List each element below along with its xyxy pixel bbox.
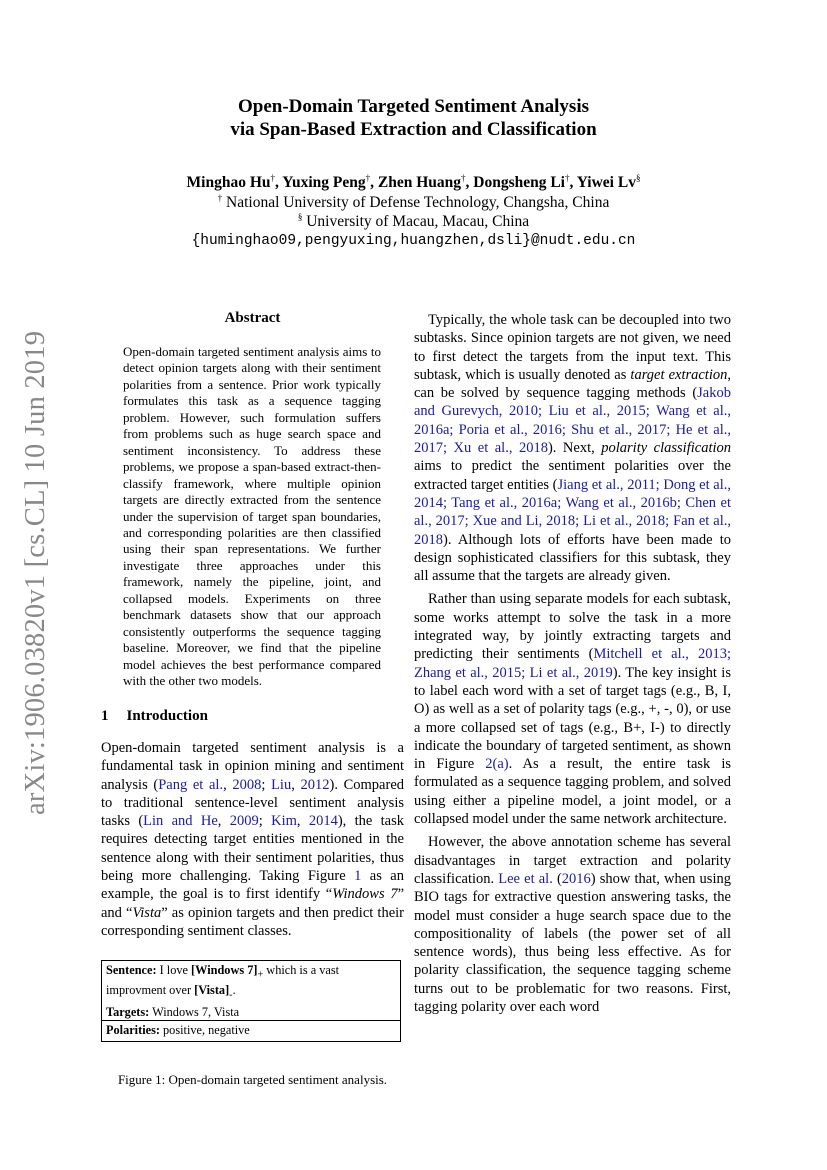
affiliation <box>0 193 827 212</box>
author-name: Dongsheng Li <box>473 174 565 192</box>
text: Open-domain targeted sentiment analysis is a fundamental task in opinion mining and sentiment analysis ( <box>101 740 404 793</box>
right-column-body <box>414 311 731 1016</box>
citation-link[interactable]: Pang et al. <box>158 776 224 793</box>
author-affiliation-mark: † <box>565 173 570 183</box>
target: [Windows 7] <box>191 963 258 977</box>
citation-link[interactable]: Jakob and Gurevych, 2010; Liu et al., 2015; Wang et al., 2016a; Poria et al., 2016; Shu et al., 2017; He et al., 2017; Xu et al., 2018 <box>414 385 731 457</box>
paragraph <box>414 833 731 1016</box>
citation-link[interactable]: 2008 <box>232 776 262 793</box>
citation-link[interactable]: 2016 <box>561 870 591 887</box>
citation-link[interactable]: 2014 <box>308 813 338 830</box>
label: Polarities: <box>106 1023 160 1038</box>
title-line: Open-Domain Targeted Sentiment Analysis <box>237 96 589 117</box>
emphasis-text: target extraction <box>630 366 728 383</box>
affiliation-text: National University of Defense Technology, Changsha, China <box>226 194 610 212</box>
left-column-body <box>101 739 404 940</box>
paragraph <box>414 311 731 585</box>
citation-link[interactable]: Liu <box>271 776 292 793</box>
citation-link[interactable]: 2012 <box>300 776 330 793</box>
paragraph <box>101 739 404 940</box>
citation-link[interactable]: Jiang et al., 2011; Dong et al., 2014; Tang et al., 2016a; Wang et al., 2016b; Chen et al., 2017; Xue and Li, 2018; Li et al., 2018; Fan et al., 2018 <box>414 476 731 548</box>
text: aims to predict the sentiment polarities over the extracted target entities ( <box>414 458 731 493</box>
text: ( <box>552 870 562 887</box>
emphasis-text: Vista <box>132 904 162 921</box>
text: , <box>223 776 233 793</box>
author-name: Yiwei Lv <box>576 174 636 192</box>
text: Rather than using separate models for each subtask, some works attempt to solve the task in a more integrated way, by jointly extracting targets and predicting their sentiments ( <box>414 591 731 663</box>
citation-link[interactable]: Kim <box>271 813 297 830</box>
emphasis-text: Windows 7 <box>332 886 398 903</box>
figure-1-box <box>101 960 401 1042</box>
text: ). The key insight is to label each word with a set of target tags (e.g., B, I, O) as well as a set of polarity tags (e.g., +, -, 0), or use a more collapsed set of tags (e.g., B+, I-) to directly indicate the boundary of targeted sentiment, as shown in Figure <box>414 664 731 773</box>
text: . As a result, the entire task is formulated as a sequence tagging problem, and solved using either a pipeline model, a joint model, or a collapsed model under the same network architecture. <box>414 756 731 828</box>
label: Sentence: <box>106 963 157 977</box>
figure-targets <box>102 1003 400 1021</box>
text: . <box>232 982 236 997</box>
author-affiliation-mark: † <box>461 173 466 183</box>
text: ; <box>261 776 272 793</box>
arxiv-stamp: arXiv:1906.03820v1 [cs.CL] 10 Jun 2019 <box>20 330 51 815</box>
polarity-mark: + <box>257 969 264 981</box>
text: I love <box>156 963 192 977</box>
abstract-text: Open-domain targeted sentiment analysis aims to detect opinion targets along with their sentiment polarities from a sentence. Prior work typically formulates this task as a sequence tagging problem. However, such formulation suffers from problems such as huge search space and sentiment inconsistency. To address these problems, we propose a span-based extract-then-classify framework, where multiple opinion targets are directly extracted from the sentence under the supervision of target span boundaries, and corresponding polarities are then classified using their span representations. We further investigate three approaches under this framework, namely the pipeline, joint, and collapsed models. Experiments on three benchmark datasets show that our approach consistently outperforms the sequence tagging baseline. Moreover, we find that the pipeline model achieves the best performance compared with the other two models. <box>123 344 381 689</box>
affiliation-mark: § <box>297 212 303 222</box>
emphasis-text: polarity classification <box>601 440 731 457</box>
text: Typically, the whole task can be decoupled into two subtasks. Since opinion targets are not given, we need to first detect the targets from the input text. This subtask, which is usually denoted as <box>414 312 731 383</box>
affiliation-mark: † <box>217 193 223 203</box>
text: ” as opinion targets and then predict their corresponding sentiment classes. <box>101 904 404 939</box>
citation-link[interactable]: Lin and He <box>143 813 218 830</box>
citation-link[interactable]: Lee et al. <box>498 870 553 887</box>
paragraph <box>414 590 731 828</box>
text: , can be solved by sequence tagging methods ( <box>414 366 731 402</box>
author-list: Minghao Hu†, Yuxing Peng†, Zhen Huang†, Dongsheng Li†, Yiwei Lv§ <box>186 173 641 192</box>
text: , <box>296 813 309 830</box>
author-emails: {huminghao09,pengyuxing,huangzhen,dsli}@nudt.edu.cn <box>191 233 636 249</box>
text: ” and “ <box>101 886 405 921</box>
section-title: Introduction <box>126 708 208 724</box>
citation-link[interactable]: 2(a) <box>485 756 509 773</box>
text: ) show that, when using BIO tags for extractive question answering tasks, the model must consider a huge search space due to the compositionality of labels (the power set of all sentence words), thus being less effective. As for polarity classification, the sequence tagging scheme turns out to be problematic for two reasons. First, tagging polarity over each word <box>414 870 731 1015</box>
text: ; <box>258 813 272 830</box>
author-affiliation-mark: § <box>635 173 641 183</box>
affiliation <box>0 212 827 231</box>
section-number: 1 <box>101 708 109 724</box>
text: , <box>291 776 301 793</box>
abstract-heading: Abstract <box>224 310 281 326</box>
text: positive, negative <box>159 1023 250 1038</box>
citation-link[interactable]: 1 <box>354 868 362 885</box>
target: [Vista] <box>194 982 230 997</box>
affiliation-text: University of Macau, Macau, China <box>306 213 530 231</box>
title-line: via Span-Based Extraction and Classification <box>230 119 597 140</box>
figure-caption: Figure 1: Open-domain targeted sentiment analysis. <box>117 1072 388 1087</box>
paper-title <box>0 95 827 141</box>
label: Targets: <box>106 1004 150 1019</box>
text: ). Compared to traditional sentence-level sentiment analysis tasks ( <box>101 776 405 830</box>
section-heading <box>101 708 208 725</box>
author-name: Yuxing Peng <box>282 174 366 192</box>
text: , <box>217 813 230 830</box>
citation-link[interactable]: Mitchell et al., 2013; Zhang et al., 2015; Li et al., 2019 <box>414 646 731 681</box>
figure-sentence <box>102 963 400 1003</box>
text: ). Next, <box>547 440 602 457</box>
author-affiliation-mark: † <box>365 173 371 183</box>
author-name: Minghao Hu <box>186 174 271 192</box>
author-affiliation-mark: † <box>270 173 275 183</box>
text: ). Although lots of efforts have been made to design sophisticated classifiers for this subtask, they all assume that the targets are already given. <box>414 531 731 585</box>
text: as an example, the goal is to first identify “ <box>101 868 404 903</box>
citation-link[interactable]: 2009 <box>229 813 259 830</box>
text: ), the task requires detecting target entities mentioned in the sentence along with their sentiment polarities, thus being more challenging. Taking Figure <box>101 813 404 885</box>
figure-polarities <box>102 1020 400 1039</box>
polarity-mark: - <box>229 989 233 1001</box>
text: which is a vast improvment over <box>106 963 340 997</box>
text: Windows 7, Vista <box>149 1004 240 1019</box>
author-name: Zhen Huang <box>377 174 461 192</box>
text: However, the above annotation scheme has several disadvantages in target extraction and polarity classification. <box>414 834 731 887</box>
